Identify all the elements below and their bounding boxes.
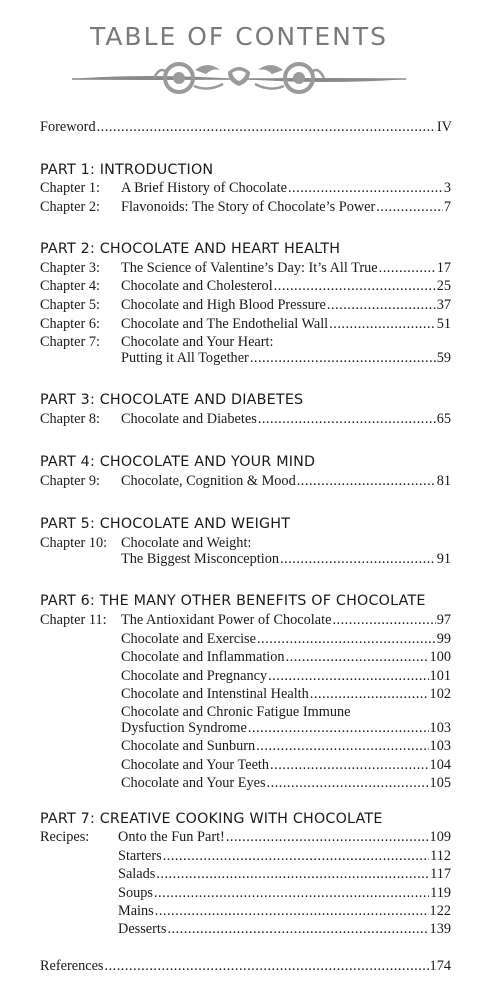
- toc-entry-desserts[interactable]: [118, 921, 451, 940]
- chapter-label: Chapter 2:: [40, 199, 100, 215]
- entry-title: Dysfuction Syndrome: [121, 720, 247, 736]
- dot-leader: [226, 829, 429, 846]
- page-number: 105: [429, 775, 451, 791]
- toc-foreword[interactable]: [40, 119, 452, 138]
- entry-title: Putting it All Together: [121, 350, 249, 366]
- toc-entry-pregnancy[interactable]: [121, 668, 451, 687]
- page-number: 139: [429, 921, 451, 937]
- toc-entry-inflammation[interactable]: [121, 649, 451, 668]
- page-number: 119: [430, 885, 451, 901]
- page-number: 112: [430, 848, 451, 864]
- page-number: 25: [436, 278, 451, 294]
- toc-entry-chapter-10[interactable]: [121, 551, 451, 570]
- entry-title: Flavonoids: The Story of Chocolate’s Power: [121, 199, 376, 215]
- dot-leader: [329, 316, 436, 333]
- chapter-label: Chapter 4:: [40, 278, 100, 294]
- recipes-label: Recipes:: [40, 829, 90, 845]
- page-number: 91: [436, 551, 451, 567]
- toc-entry-chapter-4[interactable]: [121, 278, 451, 297]
- dot-leader: [256, 738, 428, 755]
- chapter-label: Chapter 1:: [40, 180, 100, 196]
- dot-leader: [280, 551, 436, 568]
- entry-title: Chocolate, Cognition & Mood: [121, 473, 296, 489]
- entry-title: Chocolate and Cholesterol: [121, 278, 273, 294]
- page-number: 100: [429, 649, 451, 665]
- toc-entry-sunburn[interactable]: [121, 738, 451, 757]
- entry-title: Chocolate and Pregnancy: [121, 668, 268, 684]
- entry-title: Chocolate and Diabetes: [121, 411, 257, 427]
- entry-title: Chocolate and Exercise: [121, 631, 256, 647]
- toc-entry-chapter-5[interactable]: [121, 297, 451, 316]
- dot-leader: [332, 612, 435, 629]
- chapter-label: Chapter 7:: [40, 334, 100, 350]
- toc-entry-mains[interactable]: [118, 903, 451, 922]
- dot-leader: [288, 180, 443, 197]
- entry-title: Soups: [118, 885, 153, 901]
- page-number: 81: [436, 473, 451, 489]
- part-2-heading: PART 2: CHOCOLATE AND HEART HEALTH: [40, 241, 341, 257]
- entry-title: Starters: [118, 848, 162, 864]
- entry-title: Desserts: [118, 921, 167, 937]
- entry-title: References: [40, 958, 104, 974]
- toc-entry-chapter-1[interactable]: [121, 180, 451, 199]
- chapter-label: Chapter 10:: [40, 535, 108, 551]
- chapter-label: Chapter 3:: [40, 260, 100, 276]
- entry-title: Onto the Fun Part!: [118, 829, 225, 845]
- dot-leader: [270, 757, 429, 774]
- entry-title: Chocolate and Sunburn: [121, 738, 256, 754]
- page-number: 101: [429, 668, 451, 684]
- entry-title-line-1: Chocolate and Chronic Fatigue Immune: [121, 704, 351, 720]
- dot-leader: [250, 350, 436, 367]
- toc-entry-chronic-fatigue[interactable]: [121, 720, 451, 739]
- dot-leader: [155, 903, 429, 920]
- page-number: 7: [443, 199, 451, 215]
- dot-leader: [297, 473, 436, 490]
- toc-entry-chapter-6[interactable]: [121, 316, 451, 335]
- entry-title: Foreword: [40, 119, 96, 135]
- dot-leader: [268, 668, 428, 685]
- page-number: 103: [429, 720, 451, 736]
- dot-leader: [154, 885, 429, 902]
- page-title: TABLE OF CONTENTS: [89, 22, 388, 51]
- page-number: 37: [436, 297, 451, 313]
- toc-entry-salads[interactable]: [118, 866, 451, 885]
- toc-entry-chapter-11[interactable]: [121, 612, 451, 631]
- entry-title: Salads: [118, 866, 156, 882]
- page-number: 51: [436, 316, 451, 332]
- toc-entry-chapter-3[interactable]: [121, 260, 451, 279]
- entry-title: Chocolate and Inflammation: [121, 649, 285, 665]
- page-number: 17: [436, 260, 451, 276]
- entry-title-line-1: Chocolate and Weight:: [121, 535, 252, 551]
- page-number: 104: [429, 757, 451, 773]
- toc-entry-exercise[interactable]: [121, 631, 451, 650]
- page-number: IV: [436, 119, 452, 135]
- entry-title: Mains: [118, 903, 154, 919]
- entry-title: The Science of Valentine’s Day: It’s All True: [121, 260, 378, 276]
- toc-entry-chapter-8[interactable]: [121, 411, 451, 430]
- part-5-heading: PART 5: CHOCOLATE AND WEIGHT: [40, 516, 291, 532]
- toc-entry-eyes[interactable]: [121, 775, 451, 794]
- toc-references[interactable]: [40, 958, 451, 977]
- page-number: 97: [436, 612, 451, 628]
- toc-entry-chapter-7[interactable]: [121, 350, 451, 369]
- dot-leader: [257, 631, 436, 648]
- toc-entry-teeth[interactable]: [121, 757, 451, 776]
- dot-leader: [267, 775, 429, 792]
- entry-title-line-1: Chocolate and Your Heart:: [121, 334, 274, 350]
- dot-leader: [163, 848, 429, 865]
- decorative-flourish: [68, 56, 410, 96]
- dot-leader: [379, 260, 436, 277]
- dot-leader: [286, 649, 429, 666]
- chapter-label: Chapter 6:: [40, 316, 100, 332]
- dot-leader: [167, 921, 428, 938]
- toc-entry-intestinal-health[interactable]: [121, 686, 451, 705]
- page-number: 122: [429, 903, 451, 919]
- page-number: 3: [443, 180, 451, 196]
- toc-entry-chapter-9[interactable]: [121, 473, 451, 492]
- part-3-heading: PART 3: CHOCOLATE AND DIABETES: [40, 392, 304, 408]
- part-6-heading: PART 6: THE MANY OTHER BENEFITS OF CHOCOLATE: [40, 593, 426, 609]
- page-number: 117: [430, 866, 451, 882]
- page-number: 99: [436, 631, 451, 647]
- page-number: 65: [436, 411, 451, 427]
- dot-leader: [310, 686, 429, 703]
- dot-leader: [248, 720, 429, 737]
- dot-leader: [105, 958, 429, 975]
- toc-entry-chapter-2[interactable]: [121, 199, 451, 218]
- part-1-heading: PART 1: INTRODUCTION: [40, 162, 214, 178]
- dot-leader: [156, 866, 429, 883]
- entry-title: Chocolate and Your Teeth: [121, 757, 270, 773]
- dot-leader: [258, 411, 436, 428]
- dot-leader: [97, 119, 436, 136]
- entry-title: The Antioxidant Power of Chocolate: [121, 612, 332, 628]
- entry-title: Chocolate and Intenstinal Health: [121, 686, 309, 702]
- chapter-label: Chapter 8:: [40, 411, 100, 427]
- toc-entry-starters[interactable]: [118, 848, 451, 867]
- chapter-label: Chapter 9:: [40, 473, 100, 489]
- page-number: 102: [429, 686, 451, 702]
- page-number: 103: [429, 738, 451, 754]
- entry-title: Chocolate and Your Eyes: [121, 775, 266, 791]
- toc-entry-soups[interactable]: [118, 885, 451, 904]
- part-4-heading: PART 4: CHOCOLATE AND YOUR MIND: [40, 454, 316, 470]
- chapter-label: Chapter 11:: [40, 612, 107, 628]
- entry-title: Chocolate and High Blood Pressure: [121, 297, 326, 313]
- page-number: 174: [429, 958, 451, 974]
- entry-title: A Brief History of Chocolate: [121, 180, 287, 196]
- dot-leader: [327, 297, 436, 314]
- entry-title: The Biggest Misconception: [121, 551, 280, 567]
- part-7-heading: PART 7: CREATIVE COOKING WITH CHOCOLATE: [40, 811, 383, 827]
- dot-leader: [274, 278, 436, 295]
- page-number: 109: [429, 829, 451, 845]
- toc-entry-fun-part[interactable]: [118, 829, 451, 848]
- chapter-label: Chapter 5:: [40, 297, 100, 313]
- page-number: 59: [436, 350, 451, 366]
- entry-title: Chocolate and The Endothelial Wall: [121, 316, 329, 332]
- dot-leader: [376, 199, 443, 216]
